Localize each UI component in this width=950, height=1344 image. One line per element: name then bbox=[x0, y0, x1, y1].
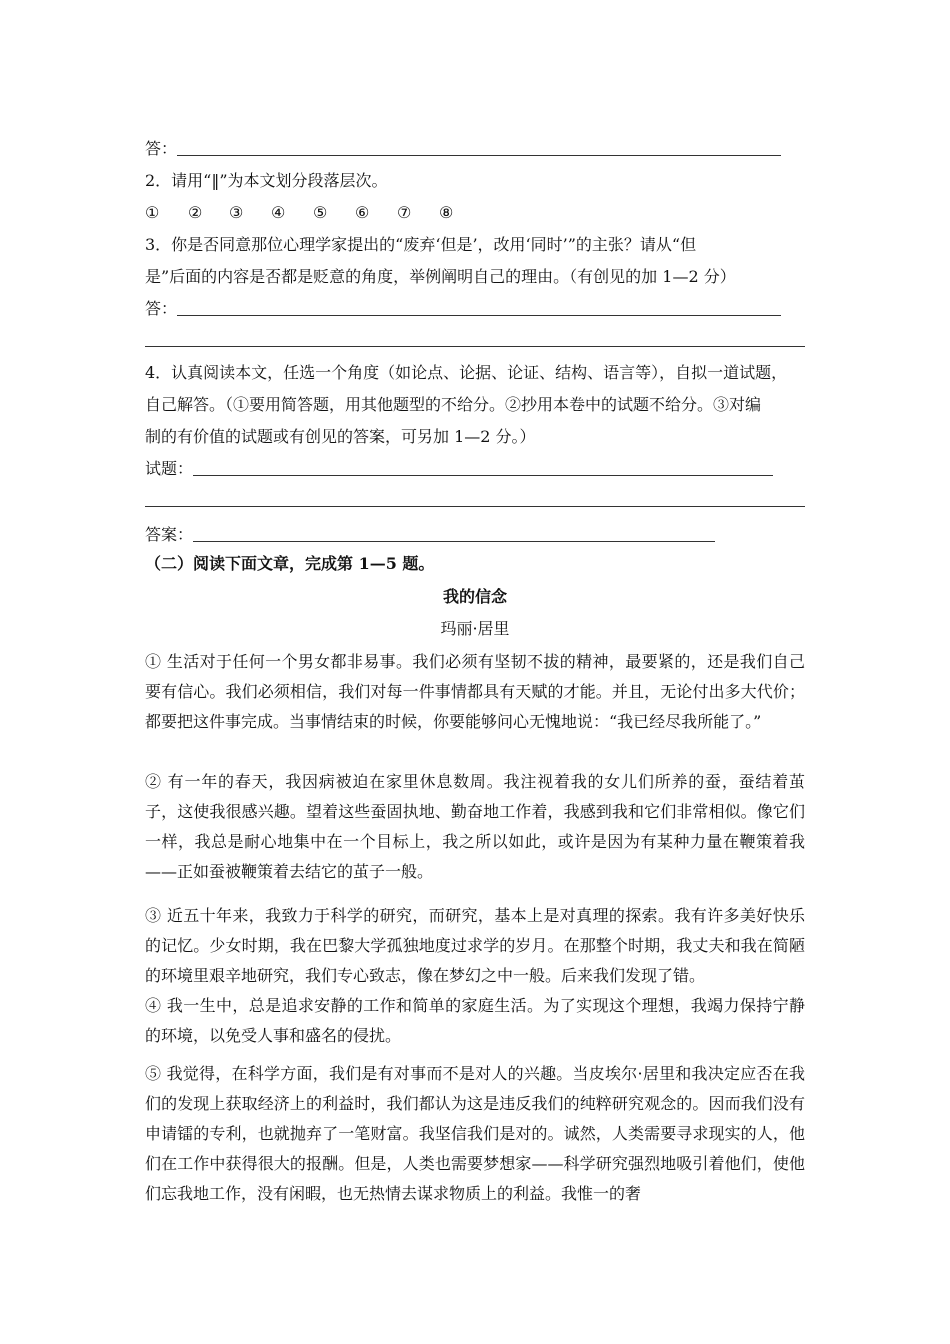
q4-question-line[interactable] bbox=[193, 475, 773, 476]
q4-question-label: 试题： bbox=[145, 459, 194, 478]
marker-4: ④ bbox=[271, 203, 286, 222]
article-paragraph-3: ③ 近五十年来，我致力于科学的研究，而研究，基本上是对真理的探索。我有许多美好快乐的记忆。少女时期，我在巴黎大学孤独地度过求学的岁月。在那整个时期，我丈夫和我在简陋的环境里艰辛地研究，我们专心致志，像在梦幻之中一般。后来我们发现了错。 bbox=[145, 906, 805, 985]
q2-paragraph-markers bbox=[145, 202, 475, 224]
article-author: 玛丽·居里 bbox=[440, 619, 510, 638]
q1-answer-row bbox=[145, 138, 785, 160]
q4-answer-label: 答案： bbox=[145, 525, 194, 544]
q1-answer-line[interactable] bbox=[177, 155, 781, 156]
marker-6: ⑥ bbox=[355, 203, 370, 222]
marker-1: ① bbox=[145, 203, 160, 222]
marker-7: ⑦ bbox=[397, 203, 412, 222]
article-title: 我的信念 bbox=[442, 587, 507, 606]
article-paragraph-5: ⑤ 我觉得，在科学方面，我们是有对事而不是对人的兴趣。当皮埃尔·居里和我决定应否在我们的发现上获取经济上的利益时，我们都认为这是违反我们的纯粹研究观念的。因而我们没有申请镭的专利，也就抛弃了一笔财富。我坚信我们是对的。诚然，人类需要寻求现实的人，他们在工作中获得很大的报酬。但是，人类也需要梦想家——科学研究强烈地吸引着他们，使他们忘我地工作，没有闲暇，也无热情去谋求物质上的利益。我惟一的奢 bbox=[145, 1064, 805, 1203]
article-paragraph-1: ① 生活对于任何一个男女都非易事。我们必须有坚韧不拔的精神，最要紧的，还是我们自己要有信心。我们必须相信，我们对每一件事情都具有天赋的才能。并且，无论付出多大代价；都要把这件事完成。当事情结束的时候，你要能够问心无愧地说：“我已经尽我所能了。” bbox=[145, 652, 805, 731]
q4-prompt-line1: 4．认真阅读本文，任选一个角度（如论点、论据、论证、结构、语言等），自拟一道试题， bbox=[145, 363, 788, 382]
marker-2: ② bbox=[188, 203, 203, 222]
article-paragraph-2: ② 有一年的春天，我因病被迫在家里休息数周。我注视着我的女儿们所养的蚕，蚕结着茧子，这使我很感兴趣。望着这些蚕固执地、勤奋地工作着，我感到我和它们非常相似。像它们一样，我总是耐心地集中在一个目标上，我之所以如此，或许是因为有某种力量在鞭策着我——正如蚕被鞭策着去结它的茧子一般。 bbox=[145, 772, 805, 881]
q4-answer-row bbox=[145, 524, 725, 546]
q3-answer-row bbox=[145, 298, 785, 320]
q3-answer-line-2[interactable] bbox=[145, 346, 805, 347]
q1-answer-label: 答： bbox=[145, 139, 178, 158]
q4-question-line-2[interactable] bbox=[145, 506, 805, 507]
q4-question-row bbox=[145, 458, 785, 480]
q3-answer-line[interactable] bbox=[177, 315, 781, 316]
q4-prompt-line3: 制的有价值的试题或有创见的答案，可另加 1—2 分。） bbox=[145, 427, 536, 446]
q3-answer-label: 答： bbox=[145, 299, 178, 318]
q3-prompt-line2: 是”后面的内容是否都是贬意的角度，举例阐明自己的理由。（有创见的加 1—2 分） bbox=[145, 267, 736, 286]
q4-prompt-line2: 自己解答。（①要用简答题，用其他题型的不给分。②抄用本卷中的试题不给分。③对编 bbox=[145, 395, 762, 414]
q3-prompt-line1: 3．你是否同意那位心理学家提出的“废弃‘但是’，改用‘同时’”的主张？请从“但 bbox=[145, 235, 697, 254]
marker-8: ⑧ bbox=[439, 203, 454, 222]
marker-5: ⑤ bbox=[313, 203, 328, 222]
q2-prompt: 2．请用“‖”为本文划分段落层次。 bbox=[145, 171, 388, 190]
marker-3: ③ bbox=[229, 203, 244, 222]
article-paragraph-4: ④ 我一生中，总是追求安静的工作和简单的家庭生活。为了实现这个理想，我竭力保持宁静的环境，以免受人事和盛名的侵扰。 bbox=[145, 996, 805, 1045]
section2-heading: （二）阅读下面文章，完成第 1—5 题。 bbox=[145, 554, 435, 573]
q4-answer-line[interactable] bbox=[193, 541, 715, 542]
